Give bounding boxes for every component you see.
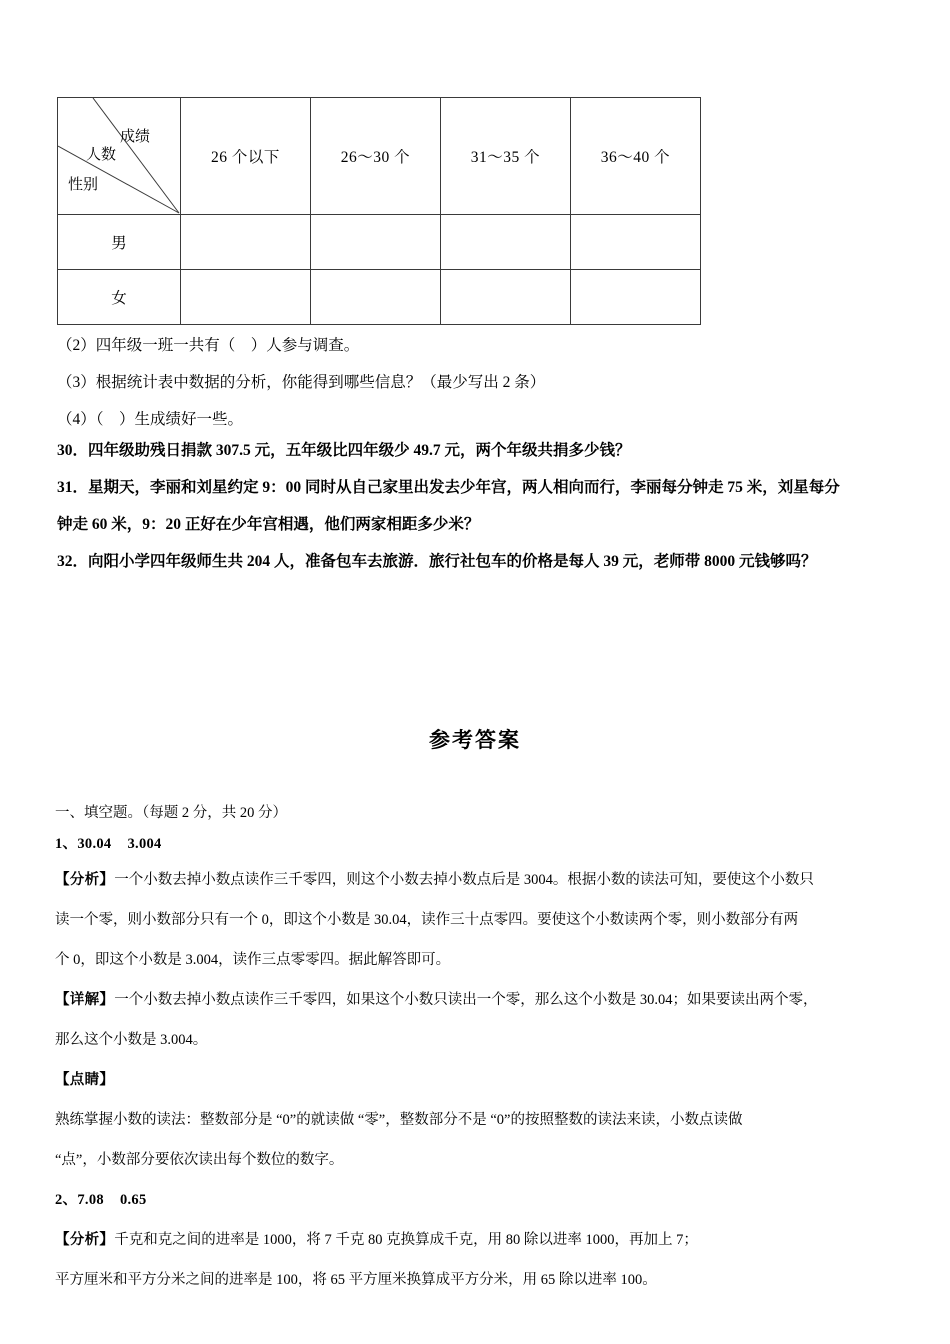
table-cell-male-2[interactable] [311, 215, 441, 270]
answer-item-1-detail-line-1 [55, 980, 917, 1020]
answer-section-title: 参考答案 [429, 729, 521, 752]
statistics-table [57, 97, 701, 325]
answer-item-2-analysis-line-1 [55, 1220, 917, 1260]
table-cell-male-4[interactable] [571, 215, 701, 270]
analysis-tag: 【分析】 [55, 872, 115, 888]
corner-label-count: 人数 [86, 147, 117, 163]
analysis-text: 千克和克之间的进率是 1000，将 7 千克 80 克换算成千克，用 80 除以进率 1000，再加上 7； [114, 1232, 698, 1248]
answer-item-2-key [55, 1180, 917, 1220]
table-cell-male-1[interactable] [181, 215, 311, 270]
sub-question-list [57, 327, 915, 438]
answer-item-1-tip-tag [55, 1060, 917, 1100]
table-cell-male-3[interactable] [441, 215, 571, 270]
statistics-table-container [57, 97, 701, 325]
answer-key-body [55, 798, 917, 1300]
answer-item-1-value-2: 3.004 [127, 836, 162, 852]
table-row [58, 215, 701, 270]
question-31-line-2: 钟走 60 米，9：20 正好在少年宫相遇，他们两家相距多少米？ [57, 516, 480, 533]
tip-tag: 【点睛】 [55, 1072, 115, 1088]
answer-item-1-detail-line-2: 那么这个小数是 3.004。 [55, 1032, 208, 1048]
answer-section-heading: 一、填空题。（每题 2 分，共 20 分） [55, 805, 287, 821]
answer-item-1-analysis-line-1 [55, 860, 917, 900]
sub-question-2: （2）四年级一班一共有（ ）人参与调查。 [57, 337, 360, 354]
question-32-line-1: 32．向阳小学四年级师生共 204 人，准备包车去旅游．旅行社包车的价格是每人 39 元，老师带 8000 元钱够吗？ [57, 553, 817, 570]
table-corner-header-cell [58, 98, 181, 215]
sub-question-3: （3）根据统计表中数据的分析，你能得到哪些信息？（最少写出 2 条） [57, 374, 546, 391]
table-cell-female-3[interactable] [441, 270, 571, 325]
question-31-line-1: 31．星期天，李丽和刘星约定 9：00 同时从自己家里出发去少年宫，两人相向而行，李丽每分钟走 75 米，刘星每分 [57, 479, 840, 496]
corner-label-gender: 性别 [68, 177, 99, 193]
column-header-2: 26～30 个 [311, 98, 441, 215]
table-cell-female-2[interactable] [311, 270, 441, 325]
answer-item-2-analysis-line-2: 平方厘米和平方分米之间的进率是 100，将 65 平方厘米换算成平方分米，用 65 除以进率 100。 [55, 1272, 657, 1288]
analysis-text: 一个小数去掉小数点读作三千零四，则这个小数去掉小数点后是 3004。根据小数的读法可知，要使这个小数只 [114, 872, 814, 888]
answer-item-1-tip-line-2: “点”，小数部分要依次读出每个数位的数字。 [55, 1152, 344, 1168]
corner-label-score: 成绩 [120, 129, 151, 145]
question-30-line-1: 30．四年级助残日捐款 307.5 元，五年级比四年级少 49.7 元，两个年级共捐多少钱？ [57, 442, 631, 459]
table-row [58, 270, 701, 325]
row-label-female: 女 [58, 270, 181, 325]
answer-item-1-analysis-line-2: 读一个零，则小数部分只有一个 0，即这个小数是 30.04，读作三十点零四。要使这个小数读两个零，则小数部分有两 [55, 912, 799, 928]
table-cell-female-4[interactable] [571, 270, 701, 325]
detail-tag: 【详解】 [55, 992, 115, 1008]
row-label-male: 男 [58, 215, 181, 270]
column-header-1: 26 个以下 [181, 98, 311, 215]
answer-item-1-tip-line-1: 熟练掌握小数的读法：整数部分是 “0”的就读做 “零”，整数部分不是 “0”的按照整数的读法来读，小数点读做 [55, 1112, 743, 1128]
answer-item-1-value-1: 30.04 [77, 836, 112, 852]
answer-item-1-key [55, 829, 917, 860]
answer-item-2-value-1: 7.08 [77, 1192, 104, 1208]
table-cell-female-1[interactable] [181, 270, 311, 325]
analysis-tag: 【分析】 [55, 1232, 115, 1248]
answer-item-1-analysis-line-3: 个 0，即这个小数是 3.004，读作三点零零四。据此解答即可。 [55, 952, 451, 968]
answer-item-2-value-2: 0.65 [119, 1192, 147, 1208]
detail-text: 一个小数去掉小数点读作三千零四，如果这个小数只读出一个零，那么这个小数是 30.04；如果要读出两个零， [114, 992, 818, 1008]
column-header-4: 36～40 个 [571, 98, 701, 215]
answer-item-2-number: 2、 [55, 1192, 78, 1208]
answer-item-1-number: 1、 [55, 836, 78, 852]
sub-question-4: （4）（ ）生成绩好一些。 [57, 411, 244, 428]
column-header-3: 31～35 个 [441, 98, 571, 215]
word-problem-list [57, 432, 915, 580]
table-header-row [58, 98, 701, 215]
diagonal-split-icon [58, 98, 180, 214]
